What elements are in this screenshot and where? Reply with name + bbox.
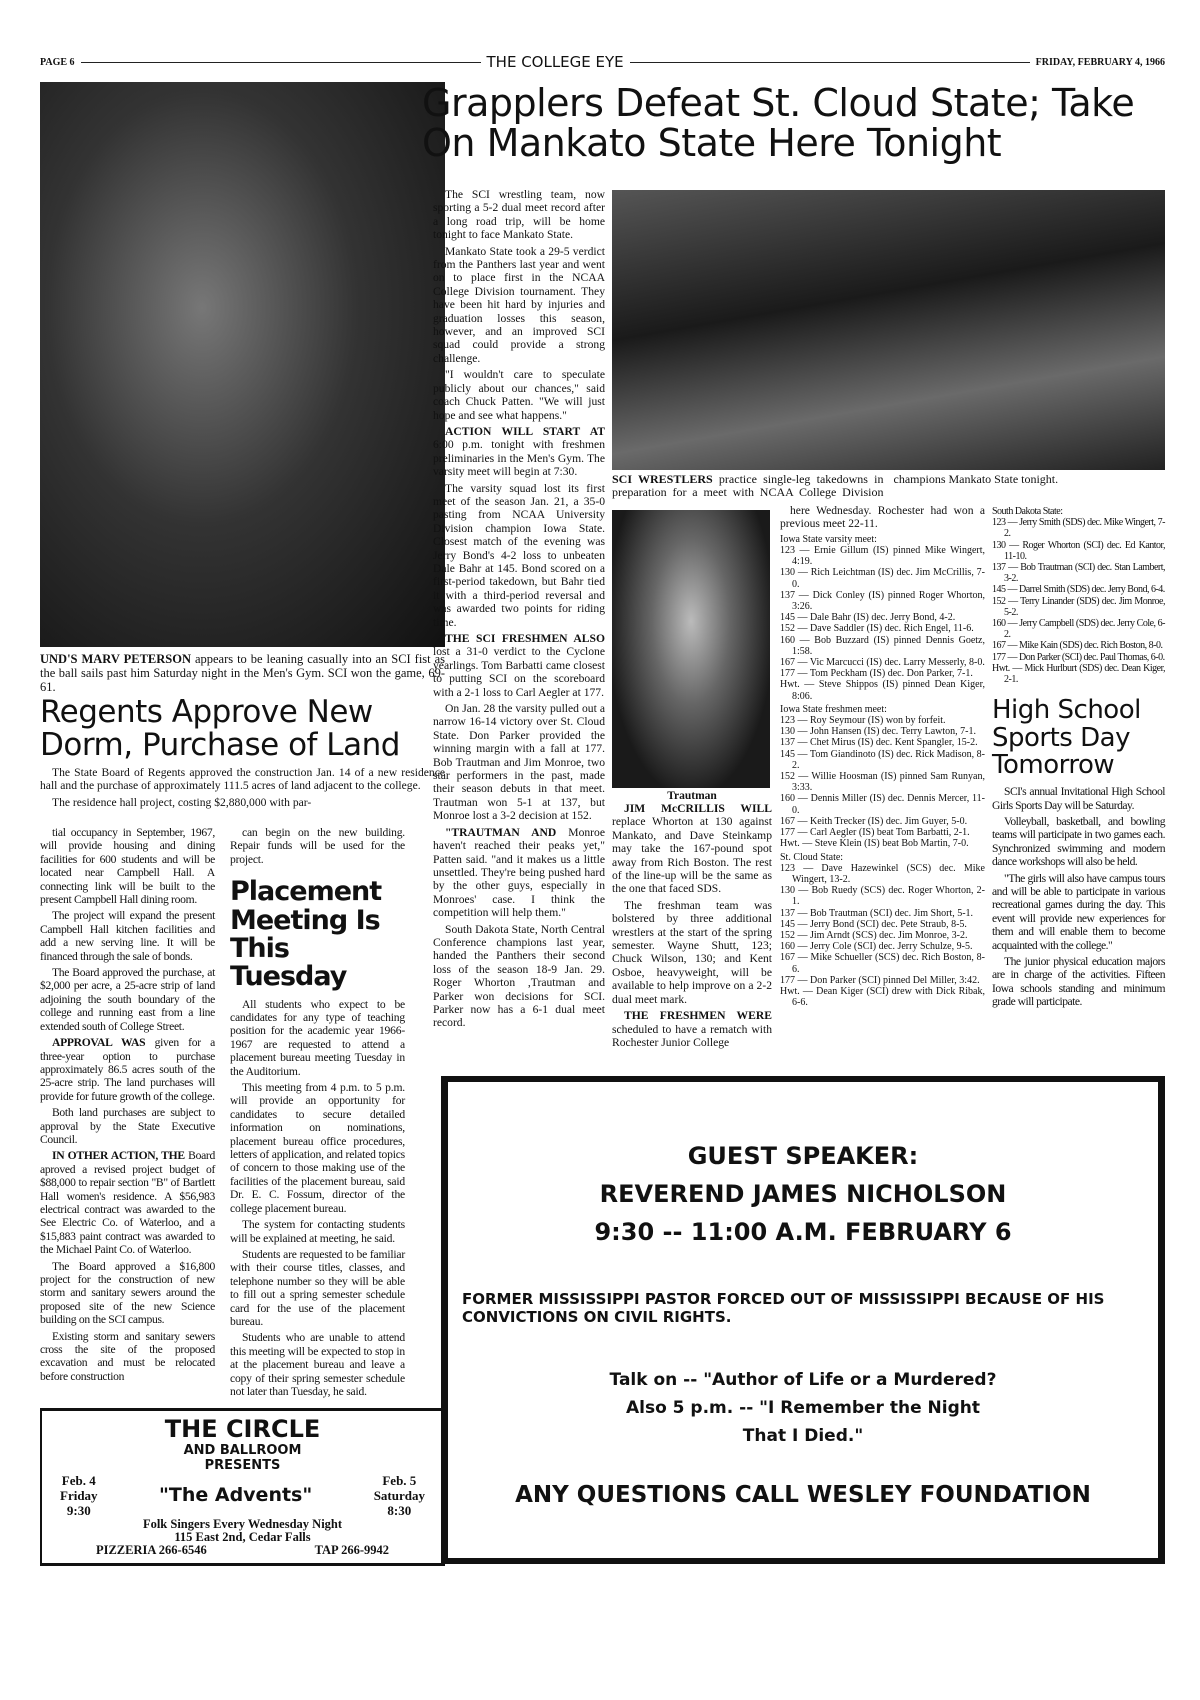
time: 9:30 [66,1503,91,1518]
result-row: 152 — Terry Linander (SDS) dec. Jim Monroe, 5-2. [992,595,1165,618]
result-row: 160 — Jerry Campbell (SDS) dec. Jerry Cole, 6-2. [992,618,1165,641]
date: Feb. 5 [382,1473,417,1488]
paragraph [433,368,605,422]
paragraph-text: The Board approved the purchase, at $2,000 per acre, a 25-acre strip of land adjoining the south boundary of the college and running east from a line extended south of College Street. [40,966,215,1033]
paragraph-text: Students are requested to be familiar with their course titles, classes, and telephone number so they will be able to fill out a spring semester schedule card for the use of the placement bureau. [230,1247,405,1328]
wrestling-column-1 [433,188,605,1033]
day: Friday [60,1488,98,1503]
paragraph-text: Existing storm and sanitary sewers cross the site of the proposed excavation and must be relocated before construction [40,1329,215,1383]
result-row: 177 — Don Parker (SCI) dec. Paul Thomas, 6-0. [992,651,1165,663]
newspaper-title: THE COLLEGE EYE [486,53,624,71]
wrestling-headline: Grapplers Defeat St. Cloud State; Take On Mankato State Here Tonight [422,81,1135,165]
paragraph [433,632,605,699]
friday-show [60,1473,98,1518]
result-row: Hwt. — Mick Hurlburt (SDS) dec. Dean Kiger, 2-1. [992,662,1165,686]
paragraph [230,1081,405,1215]
paragraph [433,702,605,823]
ad-title: THE CIRCLE [164,1415,321,1443]
paragraph-text: South Dakota State, North Central Conference champions last year, handed the Panthers their second loss of the season 18-9 Jan. 29. Roger Whorton ,Trautman and Parker won decisions for SCI. Parker now has a 6-1 dual meet record. [433,922,605,1030]
result-row: 137 — Bob Trautman (SCI) dec. Jim Short, 5-1. [780,907,974,919]
result-row: 130 — Rich Leichtman (IS) dec. Jim McCrillis, 7-0. [780,567,985,590]
paragraph [230,1218,405,1245]
paragraph [40,966,215,1033]
paragraph-text: "The girls will also have campus tours and will be able to participate in various recreational games during the day. This event will provide new experiences for them and will enable them to become acquainted with the college." [992,871,1165,952]
result-row: Hwt. — Steve Klein (IS) beat Bob Martin, 7-0. [780,838,969,850]
result-group-title: South Dakota State: [992,506,1063,517]
sportsday-article [992,785,1165,1009]
regents-column-1 [40,826,215,1386]
date: Feb. 4 [61,1473,96,1488]
divider [81,62,481,63]
paragraph [40,1260,215,1327]
paragraph [612,899,772,1006]
paragraph-text: Board aproved a revised project budget of $88,000 to repair section "B" of Bartlett Hall women's residence. A $56,983 electrical contract was awarded to the See Electric Co. of Waterloo, and a $15,883 paint contract was awarded to the Michael Paint Co. of Waterloo. [40,1149,215,1257]
placement-headline: Placement Meeting Is This Tuesday [230,876,382,993]
divider [630,62,1030,63]
paragraph-text: Volleyball, basketball, and bowling teams will participate in two games each. Synchronized swimming and modern dance workshops will also be held. [992,814,1165,869]
paragraph-text: replace Whorton at 130 against Mankato, and Dave Steinkamp may take the 167-pound spot away from Rich Boston. The rest of the line-up will be the same as the one that faced SDS. [612,815,772,896]
caption-text: practice single-leg takedowns in preparation for a meet with NCAA College Division champions Mankato State tonight. [612,472,1059,499]
paragraph-text: SCI's annual Invitational High School Girls Sports Day will be Saturday. [992,785,1165,812]
paragraph-text: The junior physical education majors are in charge of the activities. Fifteen Iowa schools standing and minimum grade will participate. [992,955,1165,1009]
caption-lead: SCI WRESTLERS [612,472,713,486]
paragraph [40,1106,215,1146]
speaker-name: REVEREND JAMES NICHOLSON [599,1180,1007,1208]
paragraph [230,826,405,866]
paragraph [992,955,1165,1009]
band-name: "The Advents" [158,1484,313,1506]
page-number: PAGE 6 [40,56,75,68]
paragraph-text: The SCI wrestling team, now sporting a 5-2 dual meet record after a long road trip, will be home tonight to face Mankato State. [433,188,605,242]
result-row: 145 — Dale Bahr (IS) dec. Jerry Bond, 4-2. [780,612,956,624]
paragraph-text: given for a three-year option to purchase approximately 86.5 acres south of the 25-acre strip. The land purchases will provide for future growth of the college. [40,1036,215,1103]
talk-title: Talk on -- "Author of Life or a Murdered? [609,1370,997,1390]
guest-speaker-ad [441,1076,1165,1564]
wrestling-col2-text [612,802,772,1049]
saturday-show [374,1473,425,1518]
paragraph [433,188,605,242]
paragraph [40,1036,215,1103]
result-row: 137 — Chet Mirus (IS) dec. Kent Spangler, 15-2. [780,737,978,749]
result-row: 160 — Dennis Miller (IS) dec. Dennis Mercer, 11-0. [780,793,985,816]
lead-in: ACTION WILL START AT [445,424,605,438]
caption-text: appears to be leaning casually into an SCI fist as the ball sails past him Saturday night in the Men's Gym. SCI won the game, 69-61. [40,652,445,694]
paragraph-text: This meeting from 4 p.m. to 5 p.m. will provide an opportunity for candidates to secure detailed information on nominations, placement bureau office procedures, letters of application, and related topics of concern to those making use of the facilities of the placement bureau, said Dr. E. C. Fossum, director of the college placement bureau. [230,1081,405,1215]
speaker-description: FORMER MISSISSIPPI PASTOR FORCED OUT OF MISSISSIPPI BECAUSE OF HIS CONVICTIONS ON CIVIL RIGHTS. [462,1290,1105,1326]
result-row: 167 — Mike Kain (SDS) dec. Rich Boston, 8-0. [992,640,1163,652]
paragraph-text: lost a 31-0 verdict to the Cyclone yearlings. Tom Barbatti came closest to putting SCI on the scoreboard with a 2-1 loss to Carl Aegler at 177. [433,645,605,699]
result-row: 167 — Vic Marcucci (IS) dec. Larry Messerly, 8-0. [780,657,985,669]
address: 115 East 2nd, Cedar Falls [174,1530,311,1544]
paragraph [992,815,1165,869]
lead-in: IN OTHER ACTION, THE [52,1149,185,1163]
basketball-photo [40,82,445,647]
paragraph: The residence hall project, costing $2,880,000 with par- [52,795,312,809]
pizzeria-phone: PIZZERIA 266-6546 [95,1543,207,1557]
event-time: 9:30 -- 11:00 A.M. FEBRUARY 6 [594,1218,1012,1246]
paragraph: The State Board of Regents approved the construction Jan. 14 of a new residence hall and the purchase of approximately 111.5 acres of land adjacent to the college. [40,766,445,793]
result-row: 123 — Ernie Gillum (IS) pinned Mike Wingert, 4:19. [780,545,985,568]
result-row: Hwt. — Dean Kiger (SCI) drew with Dick Ribak, 6-6. [780,985,985,1009]
results-ia-freshmen [780,704,985,850]
paragraph [433,425,605,479]
folk-night: Folk Singers Every Wednesday Night [142,1517,343,1531]
result-row: 145 — Jerry Bond (SCI) dec. Pete Straub, 8-5. [780,918,967,930]
result-row: Hwt. — Steve Shippos (IS) pinned Dean Kiger, 8:06. [780,679,985,702]
paragraph-text: 6:00 p.m. tonight with freshmen preliminaries in the Men's Gym. The varsity meet will begin at 7:30. [433,438,605,479]
regents-headline: Regents Approve New Dorm, Purchase of Land [40,694,400,763]
placement-article [230,998,405,1399]
sportsday-headline: High School Sports Day Tomorrow [992,695,1141,780]
result-row: 152 — Willie Hoosman (IS) pinned Sam Runyan, 3:33. [780,771,985,794]
wrestling-column-3 [780,504,985,1008]
paragraph-text: Monroe haven't reached their peaks yet," Patten said. "and it makes us a little unsettled. They're being pushed hard by the other guys, especially in Monroes' case. I think the competition will help them." [433,825,605,920]
paragraph [433,923,605,1030]
result-row: 130 — Bob Ruedy (SCS) dec. Roger Whorton, 2-1. [780,885,985,908]
paragraph-text: Both land purchases are subject to approval by the State Executive Council. [40,1106,215,1146]
day: Saturday [373,1488,425,1503]
paragraph: here Wednesday. Rochester had won a previous meet 22-11. [780,504,985,531]
regents-column-2 [230,826,405,1401]
result-group-title: Iowa State varsity meet: [780,533,877,545]
paragraph-text: Mankato State took a 29-5 verdict from the Panthers last year and went on to place first in the NCAA College Division tournament. They have been hit hard by injuries and graduation losses this season, however, and an improved SCI squad could provide a strong challenge. [433,244,605,365]
lead-in: THE FRESHMEN WERE [624,1009,772,1023]
result-row: 177 — Don Parker (SCI) pinned Del Miller, 3:42. [780,974,980,986]
photo-caption [40,652,445,694]
result-row: 160 — Jerry Cole (SCI) dec. Jerry Schulze, 9-5. [780,941,973,953]
paragraph [230,1331,405,1398]
lead-in: APPROVAL WAS [52,1036,146,1050]
result-row: 167 — Mike Schueller (SCS) dec. Rich Boston, 8-6. [780,952,985,975]
paragraph [230,998,405,1078]
wrestlers-photo [612,190,1165,470]
portrait-label: Trautman [667,790,717,802]
paragraph-text: The freshman team was bolstered by three additional wrestlers at the start of the spring semester. Wayne Shutt, 123; Chuck Wilson, 130; and Kent Osboe, heavyweight, will be available to help improve on a 2-2 dual meet mark. [612,898,772,1006]
result-row: 152 — Dave Saddler (IS) dec. Rich Engel, 11-6. [780,623,974,635]
evening-talk: Also 5 p.m. -- "I Remember the Night [625,1398,980,1418]
result-row: 145 — Tom Giandinoto (IS) dec. Rick Madison, 8-2. [780,748,985,771]
circle-ad [40,1408,445,1566]
paragraph-text: "I wouldn't care to speculate publicly about our chances," said coach Chuck Patten. "We will just hope and see what happens." [433,368,605,422]
caption-lead: UND'S MARV PETERSON [40,652,191,666]
regents-intro [40,766,445,809]
paragraph [433,482,605,629]
wrestling-column-4 [992,504,1165,1012]
paragraph [40,1149,215,1256]
results-st-cloud [780,852,985,1009]
paragraph [230,1248,405,1328]
paragraph [612,802,772,896]
paragraph [612,1009,772,1049]
paragraph-text: The Board approved a $16,800 project for the construction of new storm and sanitary sewers around the proposed site of the new Science building on the SCI campus. [40,1259,215,1327]
paragraph [40,1330,215,1384]
paragraph-text: Students who are unable to attend this meeting will be expected to stop in at the placement bureau and leave a copy of their spring semester schedule not later than Tuesday, he said. [230,1331,405,1398]
result-row: 137 — Dick Conley (IS) pinned Roger Whorton, 3:26. [780,589,985,613]
lead-in: JIM McCRILLIS WILL [624,802,772,815]
regents-continuation [230,826,405,866]
result-row: 160 — Bob Buzzard (IS) pinned Dennis Goetz, 1:58. [780,634,985,657]
ad-presents: PRESENTS [204,1458,281,1473]
paragraph [992,872,1165,952]
masthead [40,52,1165,72]
paragraph-text: The project will expand the present Campbell Hall kitchen facilities and add a new serving line. It will be financed through the sale of bonds. [40,909,215,963]
contact-line: ANY QUESTIONS CALL WESLEY FOUNDATION [515,1482,1091,1508]
ad-subtitle: AND BALLROOM [183,1443,302,1458]
result-row: 145 — Darrel Smith (SDS) dec. Jerry Bond, 6-4. [992,584,1165,596]
paragraph-text: The varsity squad lost its first meet of the season Jan. 21, a 35-0 pasting from NCAA University Division champion Iowa State. Closest match of the evening was Jerry Bond's 4-2 loss to unbeaten Dale Bahr at 145. Bond scored on a first-period takedown, but Bahr tied it with a third-period reversal and was awarded two points for riding time. [433,481,605,629]
issue-date: FRIDAY, FEBRUARY 4, 1966 [1035,56,1165,68]
result-row: 167 — Keith Trecker (IS) dec. Jim Guyer, 5-0. [780,815,968,827]
wrestling-column-2 [612,790,772,1052]
result-row: 123 — Dave Hazewinkel (SCS) dec. Mike Wingert, 13-2. [780,862,985,885]
paragraph-text: The system for contacting students will be explained at meeting, he said. [230,1218,405,1245]
tap-phone: TAP 266-9942 [314,1543,390,1557]
trautman-portrait [612,510,770,788]
result-row: 152 — Jim Arndt (SCS) dec. Jim Monroe, 3-2. [780,929,968,941]
result-row: 177 — Carl Aegler (IS) beat Tom Barbatti, 2-1. [780,827,970,839]
result-row: 137 — Bob Trautman (SCI) dec. Stan Lambert, 3-2. [992,562,1165,585]
paragraph [992,785,1165,812]
paragraph [40,909,215,963]
result-row: 123 — Jerry Smith (SDS) dec. Mike Wingert, 7-2. [992,517,1165,540]
result-row: 123 — Roy Seymour (IS) won by forfeit. [780,715,946,727]
paragraph-text: scheduled to have a rematch with Rochester Junior College [612,1022,772,1049]
paragraph-text: On Jan. 28 the varsity pulled out a narrow 16-14 victory over St. Cloud State. Don Parker provided the winning margin with a fall at 177. Bob Trautman and Jim Monroe, two star performers in the past, made their season debuts in that meet. Trautman won 5-1 at 137, but Monroe lost a 3-2 decision at 152. [433,702,605,823]
time: 8:30 [387,1503,412,1518]
ad-heading: GUEST SPEAKER: [687,1142,919,1170]
lead-in: "TRAUTMAN AND [445,825,557,839]
lead-in: THE SCI FRESHMEN ALSO [445,632,605,645]
result-row: 177 — Tom Peckham (IS) dec. Don Parker, 7-1. [780,668,973,680]
paragraph [40,826,215,906]
results-ia-varsity [780,534,985,702]
results-sds [992,506,1165,685]
paragraph-text: All students who expect to be candidates for any type of teaching position for the academic year 1966-1967 are requested to attend a placement bureau meeting Tuesday in the Auditorium. [230,997,405,1078]
paragraph-text: tial occupancy in September, 1967, will provide housing and dining facilities for 600 students and will be located near Campbell Hall. A connecting link will be built to the present Campbell Hall dining room. [40,826,215,907]
result-group-title: Iowa State freshmen meet: [780,703,887,715]
paragraph-text: can begin on the new building. Repair funds will be used for the project. [230,826,405,866]
result-row: 130 — John Hansen (IS) dec. Terry Lawton, 7-1. [780,726,977,738]
result-group-title: St. Cloud State: [780,851,844,863]
result-row: 130 — Roger Whorton (SCI) dec. Ed Kantor, 11-10. [992,539,1165,562]
wrestlers-caption [612,473,1165,499]
evening-talk-end: That I Died." [742,1426,864,1446]
paragraph [433,245,605,366]
paragraph [433,826,605,920]
